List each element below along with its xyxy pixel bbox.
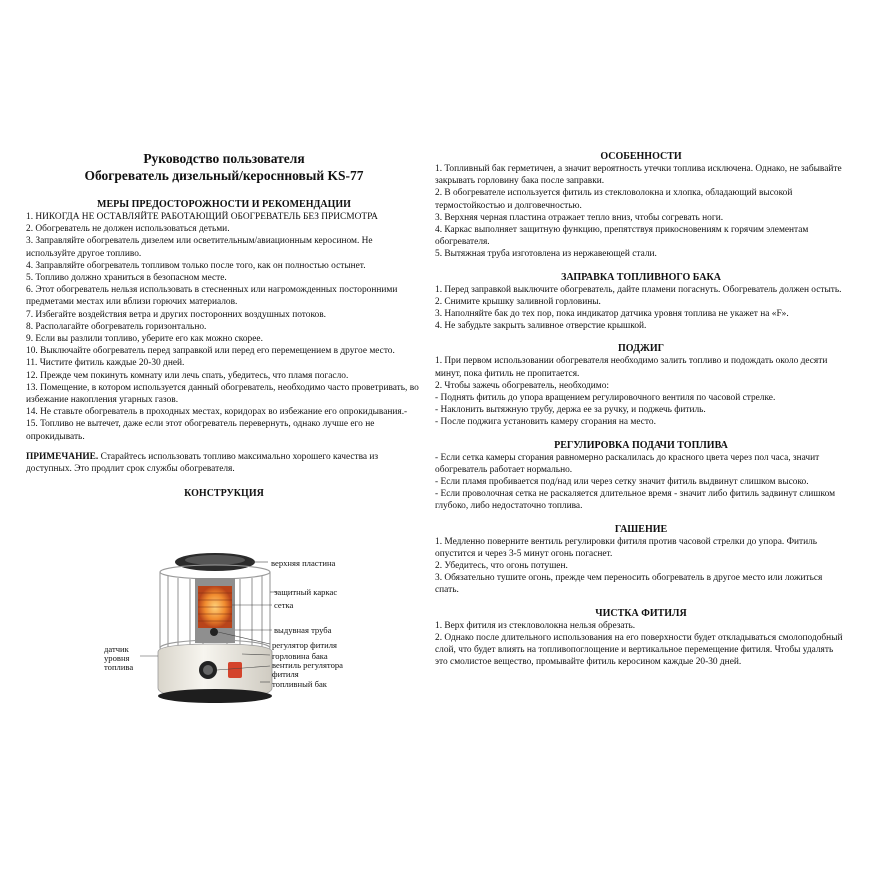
fuel-gauge-icon — [228, 662, 242, 678]
list-item: 10. Выключайте обогреватель перед заправкой или перед его перемещением в другое место. — [26, 346, 395, 357]
list-item: 2. Убедитесь, что огонь потушен. — [435, 561, 568, 572]
label-mesh: сетка — [274, 600, 294, 610]
list-item: 2. В обогревателе используется фитиль из стекловолокна и хлопка, обладающий высокой термостойкостью и долговечностью. — [435, 188, 793, 211]
list-item: 13. Помещение, в котором используется данный обогреватель, необходимо часто проветривать, во избежание накопления угарных газов. — [26, 382, 419, 406]
list-item: - Если пламя пробивается под/над или через сетку значит фитиль выдвинут слишком высоко. — [435, 477, 809, 488]
list-item: - После поджига установить камеру сгорания на место. — [435, 417, 656, 428]
precautions-list — [26, 211, 422, 443]
list-item: 8. Располагайте обогреватель горизонтально. — [26, 321, 207, 332]
list-item: 3. Обязательно тушите огонь, прежде чем переносить обогреватель в другое место или ложиться спать. — [435, 573, 823, 596]
extinguish-heading: ГАШЕНИЕ — [614, 523, 668, 535]
label-tank-neck: горловина бака — [272, 651, 328, 661]
refuel-list — [435, 284, 847, 333]
label-wick-regulator: регулятор фитиля — [272, 640, 337, 650]
list-item: 2. Чтобы зажечь обогреватель, необходимо: — [435, 380, 610, 391]
list-item: 1. Топливный бак герметичен, а значит вероятность утечки топлива исключена. Однако, не забывайте закрывать горловину бака после заправки. — [435, 164, 842, 187]
label-tank: топливный бак — [272, 679, 327, 689]
list-item: 14. Не ставьте обогреватель в проходных местах, коридорах во избежание его опрокидывания.- — [26, 407, 408, 418]
list-item: 12. Прежде чем покинуть комнату или лечь спать, убедитесь, что пламя погасло. — [26, 370, 349, 381]
features-list — [435, 163, 847, 261]
list-item: 15. Топливо не вытечет, даже если этот обогреватель перевернуть, однако лучше его не опрокидывать. — [26, 419, 375, 442]
list-item: 1. При первом использовании обогревателя необходимо залить топливо и подождать около десяти минут, пока фитиль не пропитается. — [435, 356, 828, 379]
list-item: 6. Этот обогреватель нельзя использовать в стесненных или нагроможденных посторонними предметами местах или вблизи горючих материалов. — [26, 285, 398, 308]
right-column — [435, 150, 847, 669]
left-column — [26, 150, 422, 500]
list-item: 3. Наполняйте бак до тех пор, пока индикатор датчика уровня топлива не укажет на «F». — [435, 309, 789, 320]
list-item: 5. Вытяжная труба изготовлена из нержавеющей стали. — [435, 249, 657, 260]
list-item: 2. Однако после длительного использования на его поверхности будет откладываться смолоподобный слой, что будет влиять на топливопоглощение и вертикальное перемещение фитиля. Чтобы удалять это смолистое вещество, промывайте фитиль керосином каждые 20-30 дней. — [435, 632, 843, 668]
label-valve-2: фитиля — [272, 669, 299, 679]
wick-knob-icon — [210, 628, 218, 636]
label-valve: вентиль регулятора — [272, 660, 343, 670]
label-sensor-3: топлива — [104, 662, 134, 672]
features-heading: ОСОБЕННОСТИ — [600, 151, 682, 162]
label-sensor-2: уровня — [104, 653, 130, 663]
list-item: 1. НИКОГДА НЕ ОСТАВЛЯЙТЕ РАБОТАЮЩИЙ ОБОГРЕВАТЕЛЬ БЕЗ ПРИСМОТРА — [26, 212, 378, 222]
list-item: 4. Не забудьте закрыть заливное отверстие крышкой. — [435, 321, 647, 332]
list-item: 11. Чистите фитиль каждые 20-30 дней. — [26, 358, 185, 369]
heater-illustration — [100, 548, 400, 718]
label-sensor-1: датчик — [104, 644, 129, 654]
list-item: - Наклонить вытяжную трубу, держа ее за ручку, и поджечь фитиль. — [435, 405, 706, 416]
list-item: - Поднять фитиль до упора вращением регулировочного вентиля по часовой стрелке. — [435, 393, 776, 404]
list-item: 1. Верх фитиля из стекловолокна нельзя обрезать. — [435, 620, 636, 631]
label-top-plate: верхняя пластина — [271, 558, 336, 568]
list-item: 3. Верхняя черная пластина отражает тепло вниз, чтобы согревать ноги. — [435, 212, 724, 223]
wick-cleaning-heading: ЧИСТКА ФИТИЛЯ — [595, 607, 687, 619]
list-item: 9. Если вы разлили топливо, уберите его как можно скорее. — [26, 334, 263, 345]
label-frame: защитный каркас — [274, 587, 338, 597]
list-item: 1. Медленно поверните вентиль регулировки фитиля против часовой стрелки до упора. Фитиль опустится и через 3-5 минут огонь погаснет. — [435, 536, 818, 559]
fuel-regulation-heading: РЕГУЛИРОВКА ПОДАЧИ ТОПЛИВА — [554, 439, 728, 451]
list-item: 4. Заправляйте обогреватель топливом только после того, как он полностью остынет. — [26, 260, 366, 271]
refuel-heading: ЗАПРАВКА ТОПЛИВНОГО БАКА — [561, 271, 721, 283]
list-item: 5. Топливо должно храниться в безопасном месте. — [26, 273, 227, 284]
list-item: 2. Обогреватель не должен использоваться детьми. — [26, 224, 230, 235]
manual-title: Руководство пользователя — [143, 151, 305, 166]
list-item: 4. Каркас выполняет защитную функцию, препятствуя прикосновениям к горячим элементам обогревателя. — [435, 225, 809, 248]
label-exhaust: выдувная труба — [274, 625, 332, 635]
heater-diagram — [100, 548, 400, 718]
extinguish-list — [435, 536, 847, 597]
list-item: 2. Снимите крышку заливной горловины. — [435, 296, 601, 307]
note-label: ПРИМЕЧАНИЕ. — [26, 451, 99, 462]
product-title: Обогреватель дизельный/кероснновый KS-77 — [84, 168, 364, 183]
list-item: - Если проволочная сетка не раскаляется длительное время - значит либо фитиль задвинут слишком глубоко, либо недостаточно топлива. — [435, 489, 836, 512]
wick-cleaning-list — [435, 620, 847, 669]
list-item: 3. Заправляйте обогреватель дизелем или осветительным/авиационным керосином. Не используйте другое топливо. — [26, 236, 373, 259]
note-text: Старайтесь использовать топливо максимально хорошего качества из доступных. Это продлит срок службы обогревателя. — [26, 451, 379, 475]
fuel-regulation-list — [435, 452, 847, 513]
note-paragraph — [26, 451, 422, 475]
list-item: 1. Перед заправкой выключите обогреватель, дайте пламени погаснуть. Обогреватель должен остыть. — [435, 284, 842, 295]
ignition-heading: ПОДЖИГ — [618, 343, 664, 355]
ignition-list — [435, 355, 847, 428]
list-item: 7. Избегайте воздействия ветра и других посторонних воздушных потоков. — [26, 309, 326, 320]
precautions-heading: МЕРЫ ПРЕДОСТОРОЖНОСТИ И РЕКОМЕНДАЦИИ — [97, 199, 351, 210]
list-item: - Если сетка камеры сгорания равномерно раскалилась до красного цвета через пол часа, значит обогреватель работает нормально. — [435, 452, 820, 475]
construction-heading: КОНСТРУКЦИЯ — [184, 488, 264, 500]
